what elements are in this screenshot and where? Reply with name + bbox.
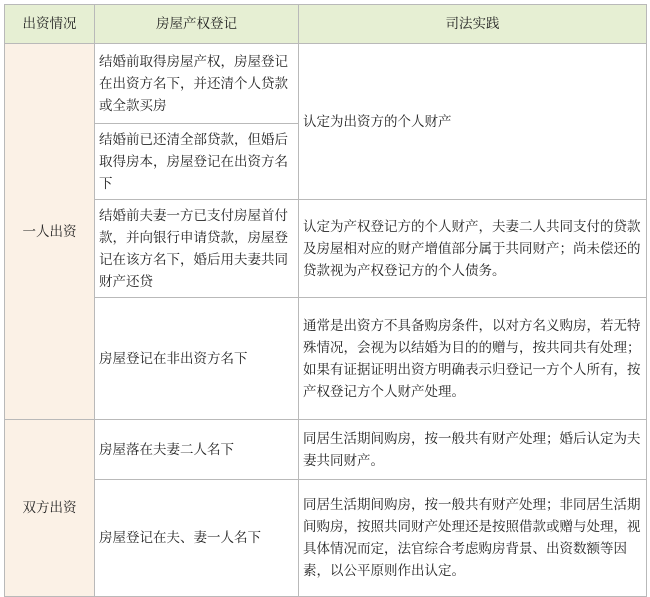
practice-cell: 认定为出资方的个人财产 (299, 44, 647, 200)
header-row (5, 5, 647, 44)
table-row (5, 44, 647, 124)
practice-cell: 同居生活期间购房，按一般共有财产处理；婚后认定为夫妻共同财产。 (299, 420, 647, 480)
table-row (5, 420, 647, 480)
registration-cell: 结婚前夫妻一方已支付房屋首付款，并向银行申请贷款，房屋登记在该方名下，婚后用夫妻共同财产还贷 (95, 200, 299, 298)
practice-cell: 同居生活期间购房，按一般共有财产处理；非同居生活期间购房，按照共同财产处理还是按照借款或赠与处理，视具体情况而定，法官综合考虑购房背景、出资数额等因素，以公平原则作出认定。 (299, 480, 647, 597)
group-label-joint: 双方出资 (5, 420, 95, 597)
practice-cell: 认定为产权登记方的个人财产，夫妻二人共同支付的贷款及房屋相对应的财产增值部分属于共同财产；尚未偿还的贷款视为产权登记方的个人债务。 (299, 200, 647, 298)
registration-cell: 房屋登记在非出资方名下 (95, 298, 299, 420)
registration-cell: 结婚前已还清全部贷款，但婚后取得房本，房屋登记在出资方名下 (95, 124, 299, 200)
table-row (5, 480, 647, 597)
table-row (5, 200, 647, 298)
property-table (4, 4, 647, 597)
table-row (5, 298, 647, 420)
group-label-single: 一人出资 (5, 44, 95, 420)
registration-cell: 房屋登记在夫、妻一人名下 (95, 480, 299, 597)
header-registration: 房屋产权登记 (95, 5, 299, 44)
registration-cell: 结婚前取得房屋产权，房屋登记在出资方名下，并还清个人贷款或全款买房 (95, 44, 299, 124)
registration-cell: 房屋落在夫妻二人名下 (95, 420, 299, 480)
header-funding: 出资情况 (5, 5, 95, 44)
practice-cell: 通常是出资方不具备购房条件，以对方名义购房，若无特殊情况，会视为以结婚为目的的赠与，按共同共有处理；如果有证据证明出资方明确表示归登记一方个人所有，按产权登记方个人财产处理。 (299, 298, 647, 420)
header-practice: 司法实践 (299, 5, 647, 44)
